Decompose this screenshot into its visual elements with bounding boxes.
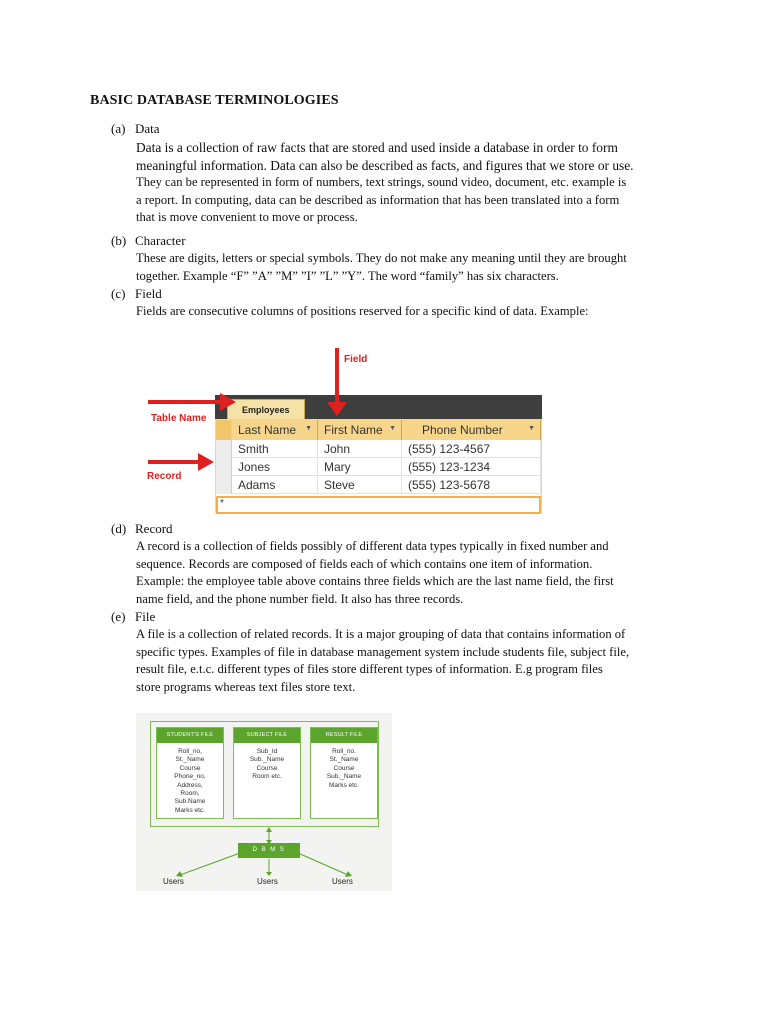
table-cell: (555) 123-5678 [402, 476, 541, 494]
field-callout-label: Field [344, 354, 368, 365]
file-box-header: SUBJECT FILE [234, 728, 300, 743]
section-b-heading [111, 233, 186, 249]
text-line: Fields are consecutive columns of positions reserved for a specific kind of data. Example: [136, 304, 589, 318]
text-line: a report. In computing, data can be described as information that has been translated into a form [136, 192, 620, 207]
field-item: Sub_Id [256, 748, 278, 755]
column-header-label: Phone Number [422, 423, 503, 437]
field-item: Roll_no, [178, 748, 202, 755]
section-marker: (a) [111, 121, 126, 136]
field-item: Sub._Name [326, 773, 362, 781]
section-title: Data [135, 121, 160, 136]
section-marker: (b) [111, 233, 127, 248]
dbms-box: D B M S [238, 843, 300, 858]
section-e-heading [111, 609, 155, 625]
users-label: Users [257, 877, 278, 886]
section-title: Field [135, 286, 162, 301]
field-item: Marks etc. [329, 781, 359, 789]
new-record-marker: * [220, 498, 224, 509]
text-line: A record is a collection of fields possibly of different data types typically in fixed number and [136, 539, 609, 553]
text-line: name field, and the phone number field. It also has three records. [136, 591, 464, 606]
section-title: File [135, 609, 156, 624]
section-marker: (e) [111, 609, 126, 624]
section-e-body [136, 626, 696, 696]
section-c-body [136, 303, 696, 321]
table-name-callout-label: Table Name [151, 413, 207, 424]
field-item: Course [333, 764, 355, 772]
text-line: that is move convenient to move or process. [136, 210, 358, 225]
text-line: result file, e.t.c. different types of files store different types of information. E.g program files [136, 662, 603, 677]
field-item: Room etc. [252, 773, 282, 781]
text-line: meaningful information. Data can also be described as facts, and figures that we store or use. [136, 157, 634, 173]
field-item: Address, [177, 781, 203, 789]
table-cell: Adams [232, 476, 318, 494]
table-cell: (555) 123-4567 [402, 440, 541, 458]
text-line: specific types. Examples of file in database management system include students file, subject file, [136, 644, 630, 659]
dropdown-arrow-icon: ▼ [305, 425, 312, 432]
table-cell: John [318, 440, 402, 458]
table-tab-label: Employees [242, 405, 290, 415]
section-d-body [136, 538, 696, 608]
field-item: Roll_no. [332, 748, 356, 755]
section-c-heading [111, 286, 162, 302]
page-title: BASIC DATABASE TERMINOLOGIES [90, 93, 339, 108]
text-line: They can be represented in form of numbers, text strings, sound video, document, etc. example is [136, 175, 627, 190]
text-line: A file is a collection of related records. It is a major grouping of data that contains information of [136, 627, 626, 641]
employees-table-figure [140, 340, 550, 520]
column-header-label: Last Name [238, 423, 297, 437]
text-line: together. Example “F” ”A” ”M” ”I” ”L” ”Y”. The word “family” has six characters. [136, 268, 559, 283]
text-line: These are digits, letters or special symbols. They do not make any meaning until they are brought [136, 251, 627, 265]
field-item: Sub._Name [249, 756, 285, 764]
users-label: Users [332, 877, 353, 886]
callout-arrows [140, 340, 550, 520]
field-item: Room, [180, 790, 200, 798]
section-a-body [136, 139, 696, 227]
file-box-header: RESULT FILE [311, 728, 377, 743]
section-marker: (c) [111, 286, 126, 301]
field-item: Sub.Name [174, 798, 206, 806]
field-item: Phone_no, [174, 773, 206, 781]
section-title: Record [135, 521, 173, 536]
dbms-diagram [136, 713, 392, 891]
section-b-body [136, 250, 696, 285]
dropdown-arrow-icon: ▼ [528, 425, 535, 432]
dbms-connector-arrows [136, 713, 392, 891]
section-title: Character [135, 233, 186, 248]
column-header-label: First Name [324, 423, 383, 437]
text-line: store programs whereas text files store text. [136, 679, 356, 694]
table-cell: Mary [318, 458, 402, 476]
text-line: Example: the employee table above contains three fields which are the last name field, the first [136, 574, 614, 589]
file-box-header: STUDENT'S FILE [157, 728, 223, 743]
text-line: Data is a collection of raw facts that are stored and used inside a database in order to form [136, 140, 618, 155]
field-item: St._Name [329, 756, 359, 764]
field-item: Marks etc. [175, 806, 205, 814]
section-a-heading [111, 121, 160, 137]
table-cell: Steve [318, 476, 402, 494]
text-line: sequence. Records are composed of fields each of which contains one item of information. [136, 556, 593, 571]
field-item: Course [179, 764, 201, 772]
section-d-heading [111, 521, 173, 537]
record-callout-label: Record [147, 471, 182, 482]
users-label: Users [163, 877, 184, 886]
field-item: St._Name [175, 756, 205, 764]
table-cell: (555) 123-1234 [402, 458, 541, 476]
table-cell: Smith [232, 440, 318, 458]
section-marker: (d) [111, 521, 127, 536]
field-item: Course [256, 764, 278, 772]
dropdown-arrow-icon: ▼ [389, 425, 396, 432]
table-cell: Jones [232, 458, 318, 476]
